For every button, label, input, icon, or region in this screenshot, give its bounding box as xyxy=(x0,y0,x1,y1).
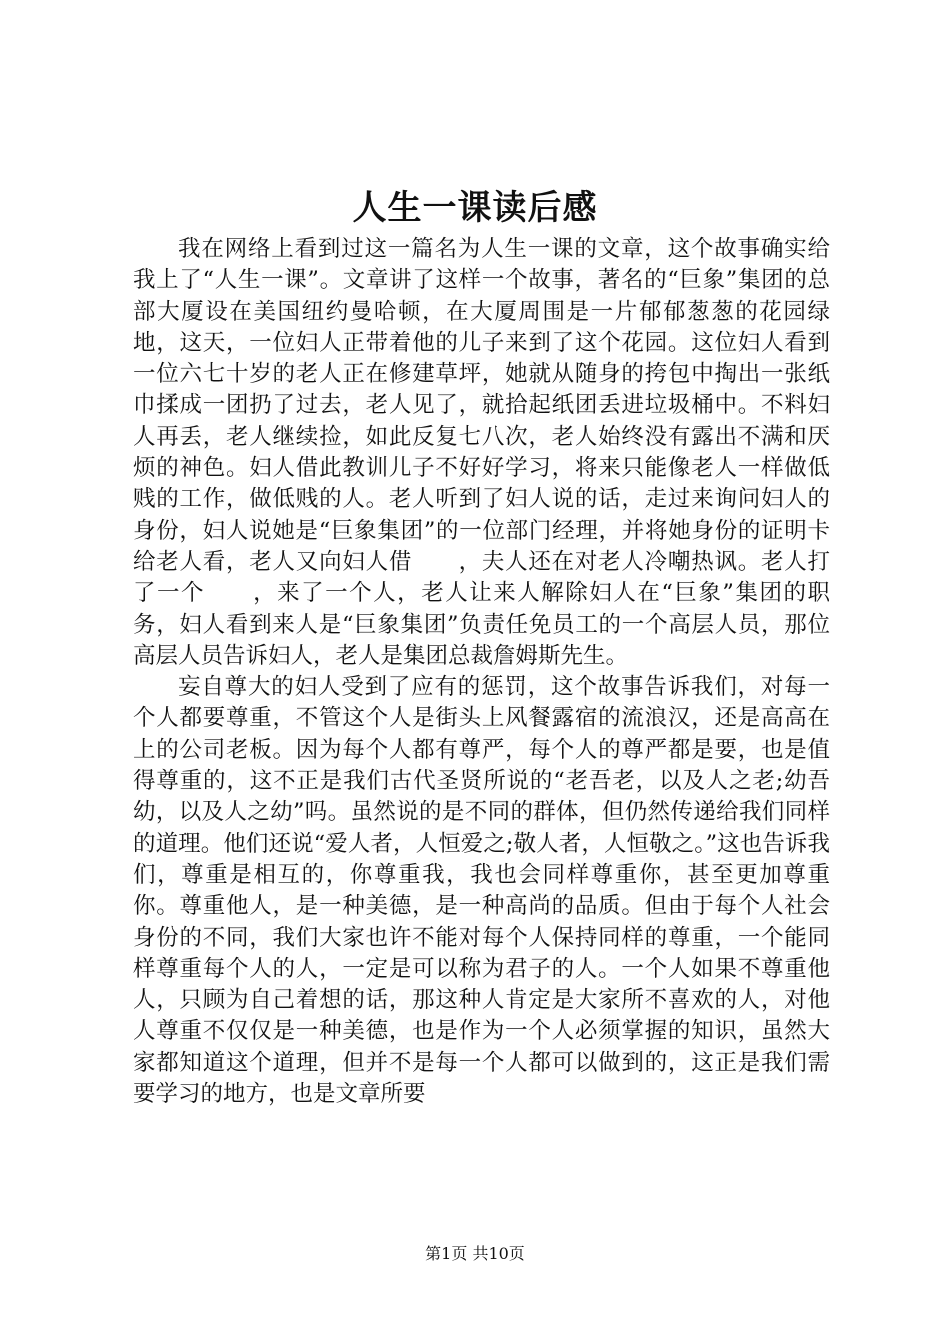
paragraph-2: 妄自尊大的妇人受到了应有的惩罚，这个故事告诉我们，对每一个人都要尊重，不管这个人是街头上风餐露宿的流浪汉，还是高高在上的公司老板。因为每个人都有尊严，每个人的尊严都是要，也是值得尊重的，这不正是我们古代圣贤所说的“老吾老，以及人之老;幼吾幼，以及人之幼”吗。虽然说的是不同的群体，但仍然传递给我们同样的道理。他们还说“爱人者，人恒爱之;敬人者，人恒敬之。”这也告诉我们，尊重是相互的，你尊重我，我也会同样尊重你，甚至更加尊重你。尊重他人，是一种美德，是一种高尚的品质。但由于每个人社会身份的不同，我们大家也许不能对每个人保持同样的尊重，一个能同样尊重每个人的人，一定是可以称为君子的人。一个人如果不尊重他人，只顾为自己着想的话，那这种人肯定是大家所不喜欢的人，对他人尊重不仅仅是一种美德，也是作为一个人必须掌握的知识，虽然大家都知道这个道理，但并不是每一个人都可以做到的，这正是我们需要学习的地方，也是文章所要 xyxy=(133,674,830,1108)
document-body xyxy=(133,234,830,1110)
document-title: 人生一课读后感 xyxy=(352,188,598,228)
page-footer: 第1页 共10页 xyxy=(425,1244,525,1263)
paragraph-1: 我在网络上看到过这一篇名为人生一课的文章，这个故事确实给我上了“人生一课”。文章讲了这样一个故事，著名的“巨象”集团的总部大厦设在美国纽约曼哈顿，在大厦周围是一片郁郁葱葱的花园绿地，这天，一位妇人正带着他的儿子来到了这个花园。这位妇人看到一位六七十岁的老人正在修建草坪，她就从随身的挎包中掏出一张纸巾揉成一团扔了过去，老人见了，就拾起纸团丢进垃圾桶中。不料妇人再丢，老人继续捡，如此反复七八次，老人始终没有露出不满和厌烦的神色。妇人借此教训儿子不好好学习，将来只能像老人一样做低贱的工作，做低贱的人。老人听到了妇人说的话，走过来询问妇人的身份，妇人说她是“巨象集团”的一位部门经理，并将她身份的证明卡给老人看，老人又向妇人借 ，夫人还在对老人冷嘲热讽。老人打了一个 ，来了一个人，老人让来人解除妇人在“巨象”集团的职务，妇人看到来人是“巨象集团”负责任免员工的一个高层人员，那位高层人员告诉妇人，老人是集团总裁詹姆斯先生。 xyxy=(133,236,830,669)
